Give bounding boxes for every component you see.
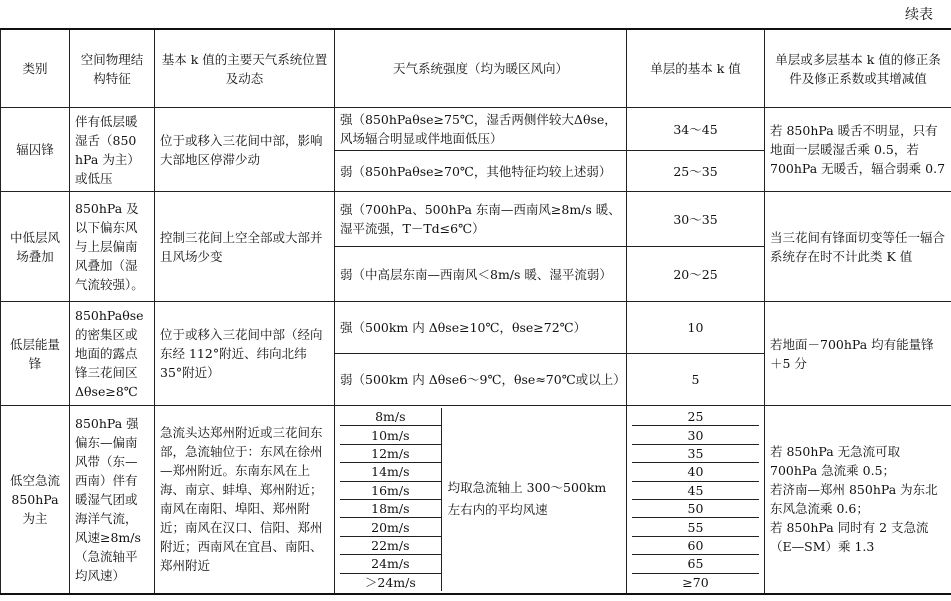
table-row: [1, 302, 951, 354]
kvalue-cell: 34～45: [627, 108, 765, 151]
speed-cell: [335, 406, 627, 594]
position-cell: 控制三花间上空全部或大部并且风场少变: [155, 192, 335, 302]
speed-value: 14m/s: [340, 463, 441, 481]
intensity-cell: 弱（500km 内 Δθse6～9℃，θse≈70℃或以上）: [335, 354, 627, 406]
header-row: [1, 29, 951, 108]
kvalue-cell: 25～35: [627, 151, 765, 192]
correction-cell: [765, 406, 951, 594]
kvalue-item: 45: [632, 481, 759, 499]
category-cell: 低空急流850hPa为主: [1, 406, 70, 594]
kvalue-cell: 5: [627, 354, 765, 406]
header-position: 基本 k 值的主要天气系统位置及动态: [155, 29, 335, 108]
category-cell: 低层能量锋: [1, 302, 70, 406]
correction-line: 若济南—郑州 850hPa 为东北东风急流乘 0.6；: [770, 482, 938, 517]
speed-value: 16m/s: [340, 481, 441, 499]
header-correction: 单层或多层基本 k 值的修正条件及修正系数或其增减值: [765, 29, 951, 108]
kvalue-item: 55: [632, 518, 759, 536]
correction-cell: 若地面－700hPa 均有能量锋＋5 分: [765, 302, 951, 406]
structure-cell: 850hPaθse 的密集区或地面的露点锋三花间区 Δθse≥8℃: [70, 302, 155, 406]
header-structure: 空间物理结构特征: [70, 29, 155, 108]
kvalue-item: 25: [632, 408, 759, 426]
speed-note: 均取急流轴上 300～500km 左右内的平均风速: [447, 480, 607, 518]
category-cell: 辐囚锋: [1, 108, 70, 192]
kvalue-list-cell: [627, 406, 765, 594]
kvalue-item: 40: [632, 463, 759, 481]
intensity-cell: 弱（850hPaθse≥70℃，其他特征均较上述弱）: [335, 151, 627, 192]
kvalue-item: 65: [632, 555, 759, 573]
weather-system-table: [0, 28, 951, 595]
kvalue-cell: 10: [627, 302, 765, 354]
header-kvalue: 单层的基本 k 值: [627, 29, 765, 108]
structure-cell: 850hPa 及以下偏东风与上层偏南风叠加（湿气流较强）。: [70, 192, 155, 302]
speed-value: 10m/s: [340, 426, 441, 444]
position-cell: 急流头达郑州附近或三花间东部，急流轴位于：东风在徐州—郑州附近。东南东风在上海、南京、蚌埠、郑州附近；南风在南阳、埠阳、郑州附近；南风在汉口、信阳、郑州附近；西南风在宜昌、南阳、郑州附近: [155, 406, 335, 594]
kvalue-item: 50: [632, 499, 759, 517]
header-category: 类别: [1, 29, 70, 108]
speed-value: ＞24m/s: [340, 573, 441, 591]
intensity-cell: 弱（中高层东南—西南风＜8m/s 暖、湿平流弱）: [335, 247, 627, 302]
correction-line: 若 850hPa 无急流可取 700hPa 急流乘 0.5；: [770, 444, 901, 479]
structure-cell: 伴有低层暖湿舌（850 hPa 为主）或低压: [70, 108, 155, 192]
kvalue-cell: 20～25: [627, 247, 765, 302]
table-row: [1, 192, 951, 247]
kvalue-item: 35: [632, 444, 759, 462]
intensity-cell: 强（700hPa、500hPa 东南—西南风≥8m/s 暖、湿平流强，T－Td≤6℃）: [335, 192, 627, 247]
speed-value: 22m/s: [340, 536, 441, 554]
speed-value: 8m/s: [340, 408, 441, 426]
correction-cell: 若 850hPa 暖舌不明显，只有地面一层暖湿舌乘 0.5，若 700hPa 无暖舌，辐合弱乘 0.7: [765, 108, 951, 192]
kvalue-item: 60: [632, 536, 759, 554]
position-cell: 位于或移入三花间中部（经向东经 112°附近、纬向北纬 35°附近）: [155, 302, 335, 406]
speed-value: 24m/s: [340, 555, 441, 573]
header-intensity: 天气系统强度（均为暖区风向）: [335, 29, 627, 108]
speed-value: 12m/s: [340, 444, 441, 462]
speed-value: 20m/s: [340, 518, 441, 536]
correction-cell: 当三花间有锋面切变等任一辐合系统存在时不计此类 K 值: [765, 192, 951, 302]
intensity-cell: 强（850hPaθse≥75℃，湿舌两侧伴较大Δθse，风场辐合明显或伴地面低压）: [335, 108, 627, 151]
table-row: [1, 406, 951, 594]
intensity-cell: 强（500km 内 Δθse≥10℃，θse≥72℃）: [335, 302, 627, 354]
speed-value: 18m/s: [340, 499, 441, 517]
kvalue-cell: 30～35: [627, 192, 765, 247]
position-cell: 位于或移入三花间中部，影响大部地区停滞少动: [155, 108, 335, 192]
kvalue-item: 30: [632, 426, 759, 444]
structure-cell: 850hPa 强偏东—偏南风带（东—西南）伴有暖湿气团或海洋气流，风速≥8m/s（急流轴平均风速）: [70, 406, 155, 594]
table-row: [1, 108, 951, 151]
correction-line: 若 850hPa 同时有 2 支急流（E—SM）乘 1.3: [770, 520, 929, 555]
kvalue-item: ≥70: [682, 574, 709, 590]
category-cell: 中低层风场叠加: [1, 192, 70, 302]
continued-label: 续表: [905, 7, 933, 23]
